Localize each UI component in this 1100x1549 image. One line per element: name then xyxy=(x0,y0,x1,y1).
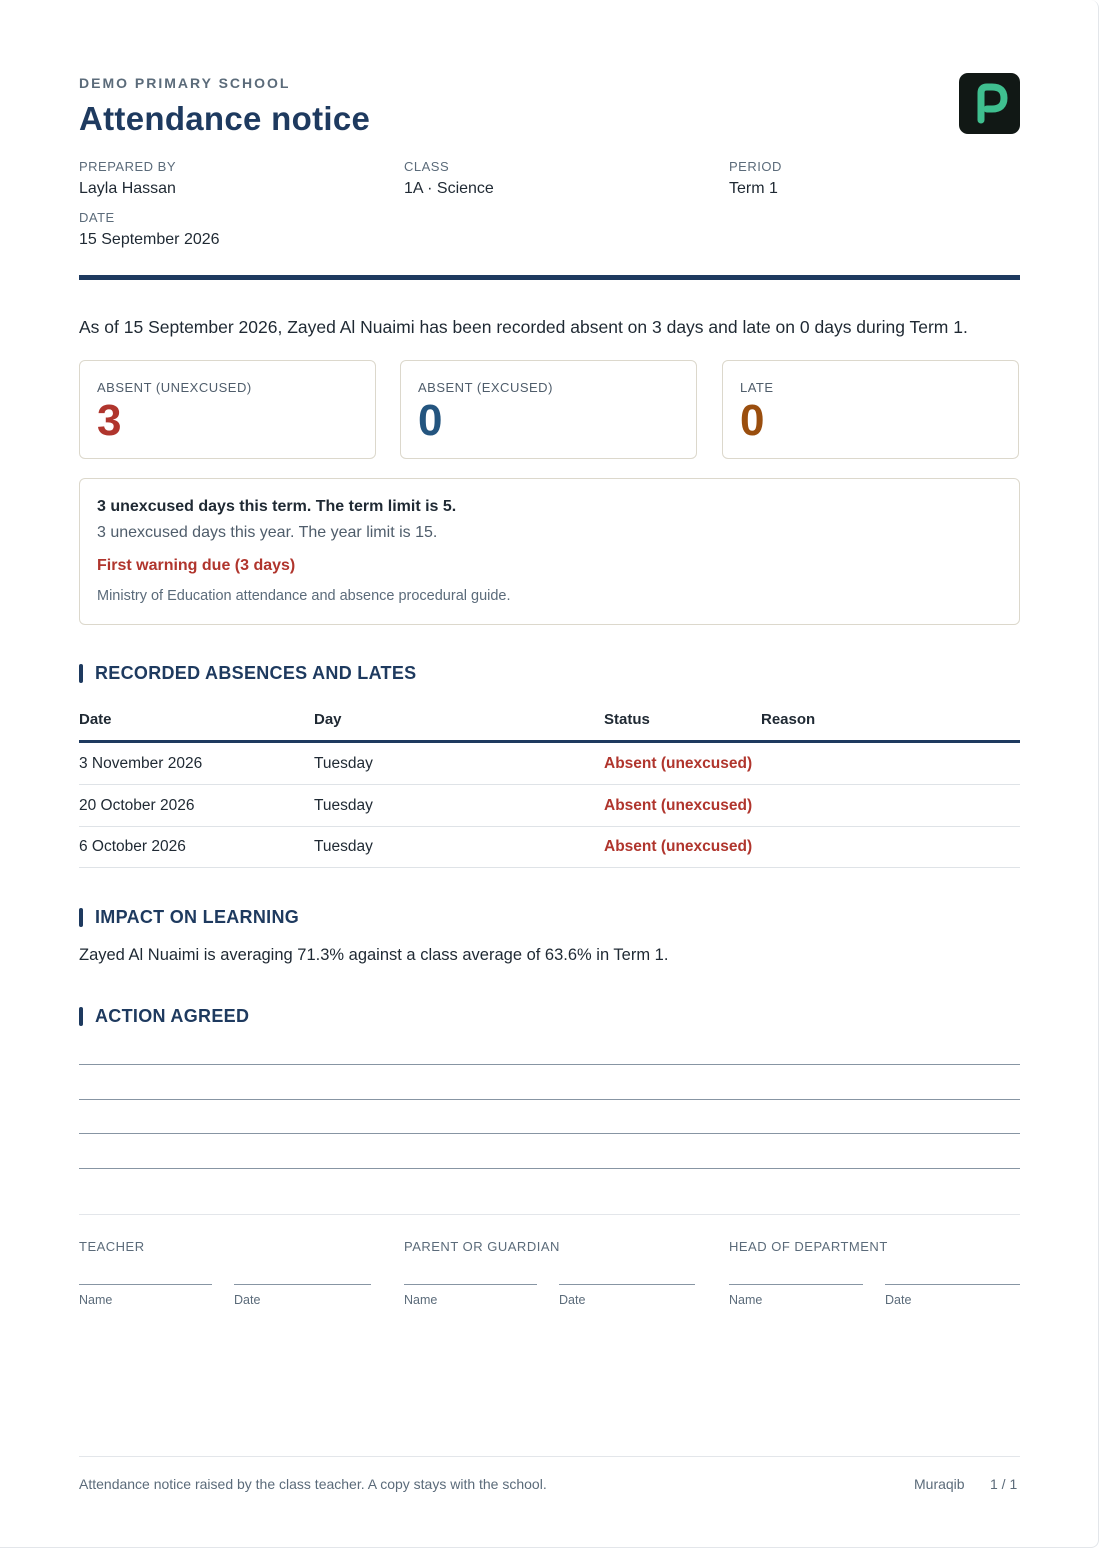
parent-name-line[interactable] xyxy=(404,1284,537,1285)
section-title: ACTION AGREED xyxy=(95,1006,250,1026)
stat-value: 0 xyxy=(740,396,765,445)
teacher-name-line[interactable] xyxy=(79,1284,212,1285)
limits-panel xyxy=(79,478,1020,625)
prepared-by-label: PREPARED BY xyxy=(79,159,177,174)
stat-label: LATE xyxy=(740,380,774,395)
cell-day: Tuesday xyxy=(314,797,373,814)
section-title: IMPACT ON LEARNING xyxy=(95,907,300,927)
column-header-date: Date xyxy=(79,711,112,728)
stat-label: ABSENT (EXCUSED) xyxy=(418,380,553,395)
teacher-date-caption: Date xyxy=(234,1293,261,1307)
prepared-by-value: Layla Hassan xyxy=(79,180,176,197)
section-title: RECORDED ABSENCES AND LATES xyxy=(95,663,417,683)
signature-label-teacher: TEACHER xyxy=(79,1239,145,1254)
parent-name-caption: Name xyxy=(404,1293,438,1307)
head-name-line[interactable] xyxy=(729,1284,863,1285)
cell-day: Tuesday xyxy=(314,755,373,772)
parent-date-caption: Date xyxy=(559,1293,586,1307)
cell-status: Absent (unexcused) xyxy=(604,797,753,814)
class-value: 1A · Science xyxy=(404,180,494,197)
impact-text: Zayed Al Nuaimi is averaging 71.3% against a class average of 63.6% in Term 1. xyxy=(79,946,669,964)
app-logo-icon xyxy=(959,73,1020,134)
term-limit-text: 3 unexcused days this term. The term limit is 5. xyxy=(97,498,457,515)
cell-status: Absent (unexcused) xyxy=(604,755,753,772)
stat-value: 3 xyxy=(97,396,122,445)
head-name-caption: Name xyxy=(729,1293,763,1307)
column-header-day: Day xyxy=(314,711,342,728)
stat-card-late xyxy=(722,360,1019,459)
writing-line[interactable] xyxy=(79,1099,1020,1100)
teacher-date-line[interactable] xyxy=(234,1284,371,1285)
school-name: DEMO PRIMARY SCHOOL xyxy=(79,75,291,91)
section-marker xyxy=(79,908,83,927)
section-marker xyxy=(79,1007,83,1026)
table-row xyxy=(79,743,1020,785)
parent-date-line[interactable] xyxy=(559,1284,695,1285)
column-header-status: Status xyxy=(604,711,650,728)
stat-card-absent-excused xyxy=(400,360,697,459)
writing-line[interactable] xyxy=(79,1064,1020,1065)
signature-divider xyxy=(79,1214,1020,1215)
cell-date: 20 October 2026 xyxy=(79,797,195,814)
table-row xyxy=(79,826,1020,868)
table-row xyxy=(79,785,1020,827)
period-label: PERIOD xyxy=(729,159,782,174)
stat-card-absent-unexcused xyxy=(79,360,376,459)
attendance-summary: As of 15 September 2026, Zayed Al Nuaimi has been recorded absent on 3 days and late on 0 days during Term 1. xyxy=(79,317,968,337)
writing-line[interactable] xyxy=(79,1168,1020,1169)
section-marker xyxy=(79,664,83,683)
cell-date: 6 October 2026 xyxy=(79,838,186,855)
year-limit-text: 3 unexcused days this year. The year limit is 15. xyxy=(97,524,438,541)
page-number: 1 / 1 xyxy=(990,1476,1018,1492)
period-value: Term 1 xyxy=(729,180,778,197)
teacher-name-caption: Name xyxy=(79,1293,113,1307)
head-date-line[interactable] xyxy=(885,1284,1020,1285)
header-divider xyxy=(79,275,1020,280)
footer-brand: Muraqib xyxy=(914,1476,965,1492)
warning-text: First warning due (3 days) xyxy=(97,557,296,574)
footer-note: Attendance notice raised by the class teacher. A copy stays with the school. xyxy=(79,1476,547,1492)
cell-day: Tuesday xyxy=(314,838,373,855)
page-title: Attendance notice xyxy=(79,100,371,137)
stat-label: ABSENT (UNEXCUSED) xyxy=(97,380,252,395)
writing-line[interactable] xyxy=(79,1133,1020,1134)
date-value: 15 September 2026 xyxy=(79,231,220,248)
signature-label-head: HEAD OF DEPARTMENT xyxy=(729,1239,888,1254)
stat-value: 0 xyxy=(418,396,443,445)
date-label: DATE xyxy=(79,210,115,225)
footer-divider xyxy=(79,1456,1020,1457)
cell-date: 3 November 2026 xyxy=(79,755,203,772)
signature-label-parent: PARENT OR GUARDIAN xyxy=(404,1239,560,1254)
column-header-reason: Reason xyxy=(761,711,816,728)
head-date-caption: Date xyxy=(885,1293,912,1307)
source-text: Ministry of Education attendance and absence procedural guide. xyxy=(97,588,511,604)
cell-status: Absent (unexcused) xyxy=(604,838,753,855)
class-label: CLASS xyxy=(404,159,450,174)
